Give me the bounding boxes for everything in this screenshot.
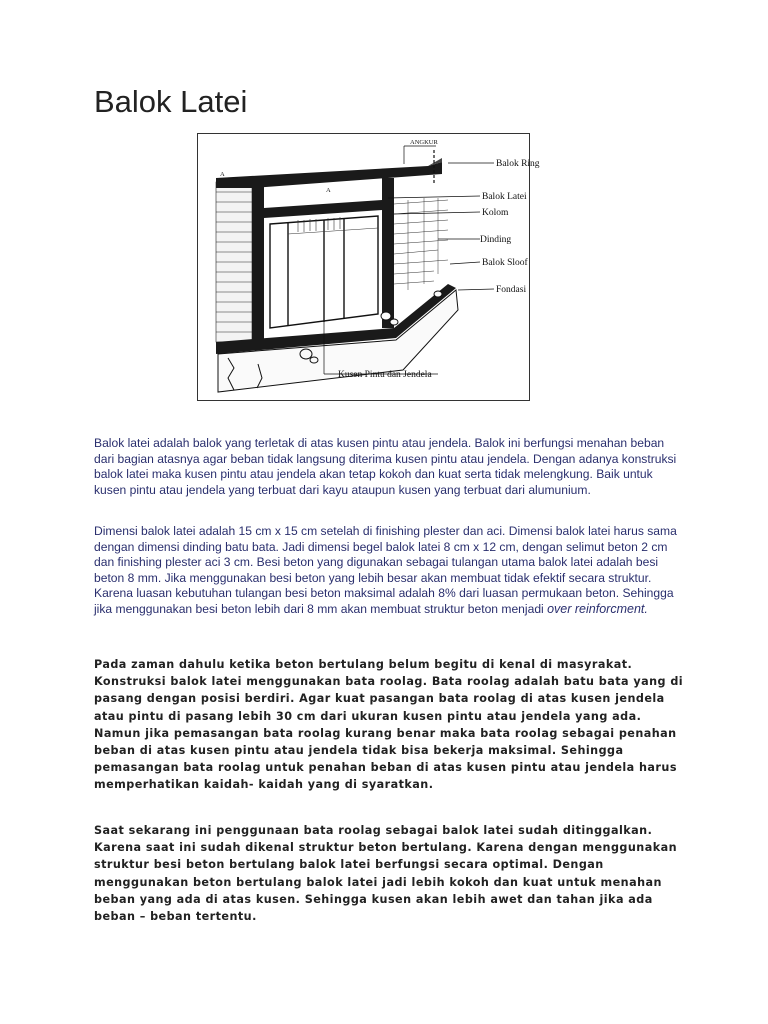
- page-title: Balok Latei: [94, 84, 248, 119]
- label-section-a-center: A: [326, 187, 331, 194]
- label-balok-ring: Balok Ring: [496, 159, 540, 169]
- label-fondasi: Fondasi: [496, 285, 527, 295]
- column-left: [252, 184, 264, 344]
- left-brick-wall: [216, 182, 252, 342]
- column-right: [382, 178, 394, 328]
- lintel-beam: [264, 200, 382, 218]
- right-brick-wall: [394, 198, 448, 290]
- label-dinding: Dinding: [480, 235, 512, 245]
- paragraph-definition: Balok latei adalah balok yang terletak di atas kusen pintu atau jendela. Balok ini berfungsi menahan beban dari bagian atasnya agar beban tidak langsung diterima kusen pintu atau jendela. Dengan adanya konstruksi balok latei maka kusen pintu atau jendela akan tetap kokoh dan kuat serta tidak melengkung. Baik untuk kusen pintu atau jendela yang terbuat dari kayu ataupun kusen yang terbuat dari alumunium.: [94, 436, 677, 497]
- paragraph-dimensions: [94, 524, 684, 618]
- paragraph-dimensions-emphasis: over reinforcment.: [547, 601, 648, 616]
- label-angkur: ANGKUR: [410, 139, 438, 146]
- structure-diagram-svg: [198, 134, 540, 400]
- label-balok-latei: Balok Latei: [482, 192, 527, 202]
- paragraph-current: Saat sekarang ini penggunaan bata roolag sebagai balok latei sudah ditinggalkan. Karena saat ini sudah dikenal struktur beton bertulang. Karena dengan menggunakan struktur besi beton bertulang balok latei berfungsi secara optimal. Dengan menggunakan beton bertulang balok latei jadi lebih kokoh dan kuat untuk menahan beban yang ada di atas kusen. Sehingga kusen akan lebih awet dan tahan jika ada beban – beban tertentu.: [94, 824, 678, 924]
- label-balok-sloof: Balok Sloof: [482, 258, 528, 268]
- label-section-a-left: A: [220, 171, 225, 178]
- structure-diagram: [197, 133, 540, 401]
- label-kolom: Kolom: [482, 208, 509, 218]
- paragraph-dimensions-text: Dimensi balok latei adalah 15 cm x 15 cm setelah di finishing plester dan aci. Dimensi balok latei harus sama dengan dimensi dinding batu bata. Jadi dimensi begel balok latei 8 cm x 12 cm, dengan selimut beton 2 cm dan finishing plester aci 3 cm. Besi beton yang digunakan sebagai tulangan utama balok latei adalah besi beton 8 mm. Jika menggunakan besi beton yang lebih besar akan membuat tidak efektif secara struktur. Karena luasan kebutuhan tulangan besi beton maksimal adalah 8% dari luasan permukaan beton. Sehingga jika menggunakan besi beton lebih dari 8 mm akan membuat struktur beton menjadi: [94, 524, 677, 616]
- label-kusen: Kusen Pintu dan Jendela: [338, 370, 432, 380]
- paragraph-history: Pada zaman dahulu ketika beton bertulang belum begitu di kenal di masyrakat. Konstruksi balok latei menggunakan bata roolag. Bata roolag adalah batu bata yang di pasang dengan posisi berdiri. Agar kuat pasangan bata roolag di atas kusen jendela atau pintu di pasang lebih 30 cm dari ukuran kusen pintu atau jendela yang ada. Namun jika pemasangan bata roolag kurang benar maka bata roolag sebagai penahan beban di atas kusen pintu atau jendela tidak bisa bekerja maksimal. Sehingga pemasangan bata roolag untuk penahan beban di atas kusen pintu atau jendela harus memperhatikan kaidah- kaidah yang di syaratkan.: [94, 658, 684, 792]
- ring-beam: [216, 158, 442, 188]
